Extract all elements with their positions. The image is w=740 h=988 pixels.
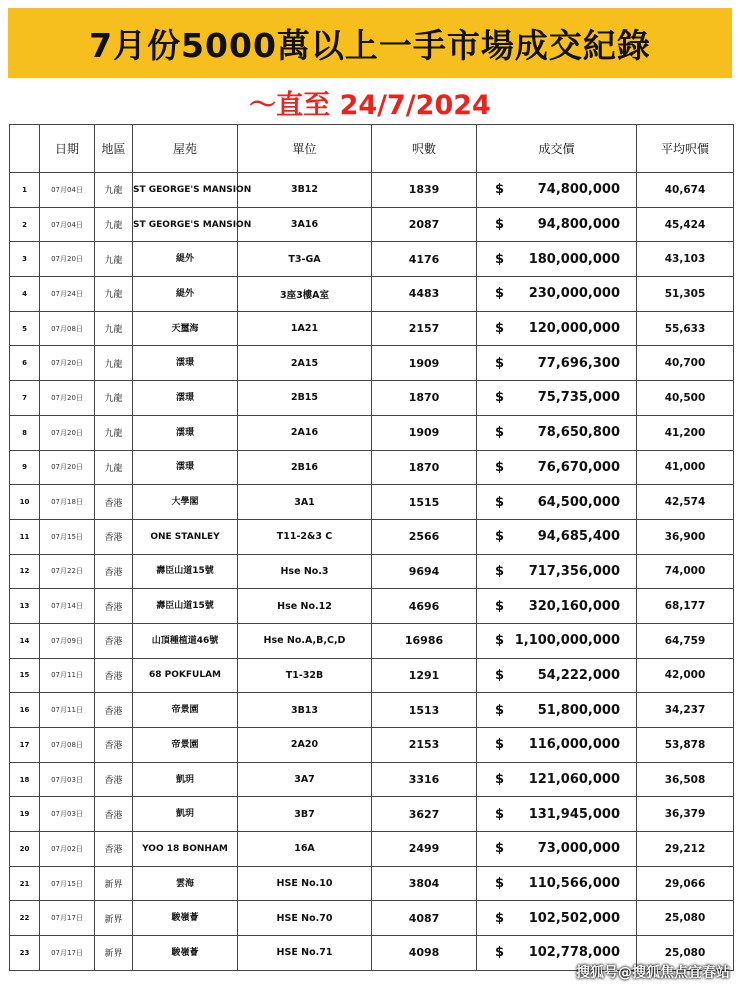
row-area: 1870 [372,381,477,416]
price-value: 110,566,000 [528,876,620,892]
row-date: 07月20日 [40,242,95,277]
row-price [477,485,637,520]
price-value: 102,778,000 [528,945,620,961]
row-number: 10 [10,485,40,520]
table-row [10,450,734,485]
row-unit: Hse No.3 [238,554,372,589]
table-row [10,693,734,728]
row-number: 1 [10,173,40,208]
row-avg-price: 42,000 [637,658,734,693]
watermark: 搜狐号@搜狐焦点宜春站 [576,965,730,981]
currency-symbol: $ [495,459,505,475]
currency-symbol: $ [495,286,505,302]
table-row [10,832,734,867]
row-price [477,242,637,277]
row-price [477,866,637,901]
row-date: 07月08日 [40,728,95,763]
row-estate: 駿嶺薈 [133,936,238,971]
row-avg-price: 41,200 [637,415,734,450]
price-value: 94,800,000 [537,217,620,233]
row-avg-price: 45,424 [637,207,734,242]
row-avg-price: 68,177 [637,589,734,624]
row-price [477,797,637,832]
row-district: 香港 [95,832,133,867]
row-district: 九龍 [95,242,133,277]
row-price [477,519,637,554]
row-estate: 68 POKFULAM [133,658,238,693]
row-estate: 天璽海 [133,311,238,346]
row-estate: 澐璟 [133,415,238,450]
currency-symbol: $ [495,390,505,406]
row-area: 16986 [372,623,477,658]
row-number: 6 [10,346,40,381]
row-estate: 凱玥 [133,762,238,797]
row-district: 九龍 [95,381,133,416]
price-value: 180,000,000 [528,251,620,267]
row-estate: 帝景園 [133,728,238,763]
row-area: 1870 [372,450,477,485]
row-estate: 帝景園 [133,693,238,728]
row-date: 07月04日 [40,207,95,242]
row-estate: 緹外 [133,242,238,277]
table-row [10,485,734,520]
row-area: 2157 [372,311,477,346]
row-estate: 澐璟 [133,346,238,381]
price-value: 131,945,000 [528,806,620,822]
row-price [477,207,637,242]
table-header-row [10,125,734,173]
row-unit: 3A16 [238,207,372,242]
row-estate: 山頂種植道46號 [133,623,238,658]
table-row [10,207,734,242]
header-estate: 屋苑 [133,125,238,173]
row-unit: Hse No.A,B,C,D [238,623,372,658]
row-estate: 凱玥 [133,797,238,832]
row-unit: 2A15 [238,346,372,381]
row-date: 07月20日 [40,381,95,416]
row-unit: 3B13 [238,693,372,728]
row-estate: 澐璟 [133,381,238,416]
row-date: 07月03日 [40,762,95,797]
currency-symbol: $ [495,702,505,718]
table-row [10,554,734,589]
row-area: 2499 [372,832,477,867]
header-area: 呎數 [372,125,477,173]
row-avg-price: 36,900 [637,519,734,554]
currency-symbol: $ [495,529,505,545]
row-area: 3627 [372,797,477,832]
row-date: 07月20日 [40,415,95,450]
row-number: 5 [10,311,40,346]
row-district: 香港 [95,693,133,728]
row-area: 1515 [372,485,477,520]
row-district: 九龍 [95,207,133,242]
row-estate: ST GEORGE'S MANSION [133,207,238,242]
row-avg-price: 29,066 [637,866,734,901]
row-area: 1513 [372,693,477,728]
price-value: 230,000,000 [528,286,620,302]
price-value: 76,670,000 [537,459,620,475]
table-row [10,242,734,277]
table-row [10,901,734,936]
row-estate: ONE STANLEY [133,519,238,554]
row-district: 九龍 [95,311,133,346]
table-row [10,173,734,208]
row-avg-price: 51,305 [637,277,734,312]
row-unit: 2A20 [238,728,372,763]
row-district: 香港 [95,485,133,520]
row-unit: 3B7 [238,797,372,832]
row-number: 17 [10,728,40,763]
row-estate: 澐璟 [133,450,238,485]
row-price [477,554,637,589]
currency-symbol: $ [495,182,505,198]
currency-symbol: $ [495,841,505,857]
table-row [10,866,734,901]
row-number: 20 [10,832,40,867]
row-number: 3 [10,242,40,277]
row-price [477,658,637,693]
row-number: 4 [10,277,40,312]
currency-symbol: $ [495,667,505,683]
row-avg-price: 40,500 [637,381,734,416]
row-price [477,381,637,416]
row-date: 07月18日 [40,485,95,520]
row-unit: T3-GA [238,242,372,277]
row-estate: YOO 18 BONHAM [133,832,238,867]
row-number: 18 [10,762,40,797]
currency-symbol: $ [495,806,505,822]
row-avg-price: 42,574 [637,485,734,520]
page-title: 7月份5000萬以上一手市場成交紀錄 [89,25,651,65]
row-district: 香港 [95,658,133,693]
row-area: 4098 [372,936,477,971]
row-number: 9 [10,450,40,485]
row-date: 07月03日 [40,797,95,832]
row-estate: 緹外 [133,277,238,312]
header-number [10,125,40,173]
row-price [477,693,637,728]
header-avg-price: 平均呎價 [637,125,734,173]
row-number: 22 [10,901,40,936]
row-number: 21 [10,866,40,901]
row-district: 九龍 [95,415,133,450]
row-number: 8 [10,415,40,450]
table-row [10,728,734,763]
price-value: 320,160,000 [528,598,620,614]
row-unit: 16A [238,832,372,867]
row-district: 新界 [95,936,133,971]
row-price [477,589,637,624]
row-estate: 壽臣山道15號 [133,589,238,624]
header-date: 日期 [40,125,95,173]
row-district: 九龍 [95,346,133,381]
row-district: 九龍 [95,173,133,208]
row-district: 香港 [95,797,133,832]
row-number: 19 [10,797,40,832]
row-district: 香港 [95,519,133,554]
row-price [477,623,637,658]
row-area: 1909 [372,346,477,381]
row-price [477,832,637,867]
row-avg-price: 40,700 [637,346,734,381]
row-avg-price: 25,080 [637,936,734,971]
row-district: 新界 [95,901,133,936]
row-number: 16 [10,693,40,728]
price-value: 102,502,000 [528,910,620,926]
row-price [477,901,637,936]
row-date: 07月04日 [40,173,95,208]
row-area: 9694 [372,554,477,589]
date-subtitle: ～直至 24/7/2024 [249,89,491,121]
row-area: 4087 [372,901,477,936]
row-number: 23 [10,936,40,971]
row-unit: HSE No.10 [238,866,372,901]
row-price [477,762,637,797]
row-price [477,728,637,763]
row-number: 2 [10,207,40,242]
row-date: 07月24日 [40,277,95,312]
row-price [477,415,637,450]
row-area: 3804 [372,866,477,901]
row-unit: 3A1 [238,485,372,520]
row-area: 2087 [372,207,477,242]
price-value: 78,650,800 [537,425,620,441]
currency-symbol: $ [495,217,505,233]
row-area: 1839 [372,173,477,208]
row-date: 07月17日 [40,901,95,936]
row-estate: ST GEORGE'S MANSION [133,173,238,208]
price-value: 54,222,000 [537,667,620,683]
row-unit: HSE No.71 [238,936,372,971]
table-row [10,589,734,624]
price-value: 121,060,000 [528,772,620,788]
row-unit: Hse No.12 [238,589,372,624]
row-unit: 3座3樓A室 [238,277,372,312]
row-date: 07月15日 [40,519,95,554]
currency-symbol: $ [495,772,505,788]
currency-symbol: $ [495,633,505,649]
row-area: 4483 [372,277,477,312]
table-row [10,658,734,693]
price-value: 51,800,000 [537,702,620,718]
currency-symbol: $ [495,598,505,614]
table-row [10,519,734,554]
row-price [477,173,637,208]
row-district: 香港 [95,589,133,624]
row-estate: 大學閣 [133,485,238,520]
price-value: 120,000,000 [528,321,620,337]
row-number: 7 [10,381,40,416]
currency-symbol: $ [495,563,505,579]
row-unit: 3B12 [238,173,372,208]
row-avg-price: 29,212 [637,832,734,867]
table-row [10,797,734,832]
header-price: 成交價 [477,125,637,173]
row-avg-price: 40,674 [637,173,734,208]
row-unit: HSE No.70 [238,901,372,936]
table-row [10,311,734,346]
currency-symbol: $ [495,251,505,267]
row-area: 3316 [372,762,477,797]
price-value: 1,100,000,000 [514,633,620,649]
row-area: 2153 [372,728,477,763]
title-banner [8,8,732,78]
currency-symbol: $ [495,494,505,510]
price-value: 73,000,000 [537,841,620,857]
row-number: 14 [10,623,40,658]
row-date: 07月08日 [40,311,95,346]
row-district: 香港 [95,554,133,589]
row-price [477,450,637,485]
currency-symbol: $ [495,910,505,926]
currency-symbol: $ [495,737,505,753]
row-unit: 2A16 [238,415,372,450]
row-district: 香港 [95,623,133,658]
row-district: 九龍 [95,450,133,485]
row-price [477,277,637,312]
header-district: 地區 [95,125,133,173]
row-area: 1291 [372,658,477,693]
row-area: 1909 [372,415,477,450]
row-district: 香港 [95,762,133,797]
price-value: 64,500,000 [537,494,620,510]
price-value: 74,800,000 [537,182,620,198]
row-date: 07月09日 [40,623,95,658]
table-row [10,381,734,416]
row-area: 4176 [372,242,477,277]
row-avg-price: 43,103 [637,242,734,277]
currency-symbol: $ [495,876,505,892]
row-avg-price: 36,379 [637,797,734,832]
row-district: 新界 [95,866,133,901]
row-date: 07月02日 [40,832,95,867]
row-number: 12 [10,554,40,589]
row-date: 07月14日 [40,589,95,624]
row-unit: T11-2&3 C [238,519,372,554]
row-date: 07月15日 [40,866,95,901]
header-unit: 單位 [238,125,372,173]
table-row [10,277,734,312]
transaction-table [9,124,734,971]
row-unit: 1A21 [238,311,372,346]
row-area: 4696 [372,589,477,624]
row-avg-price: 53,878 [637,728,734,763]
row-estate: 壽臣山道15號 [133,554,238,589]
row-number: 15 [10,658,40,693]
row-estate: 雲海 [133,866,238,901]
row-unit: 2B15 [238,381,372,416]
row-number: 11 [10,519,40,554]
row-avg-price: 36,508 [637,762,734,797]
currency-symbol: $ [495,425,505,441]
currency-symbol: $ [495,355,505,371]
row-date: 07月20日 [40,346,95,381]
price-value: 94,685,400 [537,529,620,545]
row-date: 07月11日 [40,658,95,693]
table-row [10,415,734,450]
price-value: 116,000,000 [528,737,620,753]
row-avg-price: 34,237 [637,693,734,728]
row-number: 13 [10,589,40,624]
row-district: 九龍 [95,277,133,312]
row-unit: 3A7 [238,762,372,797]
row-price [477,311,637,346]
table-body [10,173,734,971]
table-row [10,346,734,381]
row-unit: 2B16 [238,450,372,485]
currency-symbol: $ [495,321,505,337]
row-area: 2566 [372,519,477,554]
row-avg-price: 55,633 [637,311,734,346]
row-avg-price: 64,759 [637,623,734,658]
row-date: 07月11日 [40,693,95,728]
price-value: 75,735,000 [537,390,620,406]
row-district: 香港 [95,728,133,763]
price-value: 77,696,300 [537,355,620,371]
row-avg-price: 25,080 [637,901,734,936]
currency-symbol: $ [495,945,505,961]
row-date: 07月17日 [40,936,95,971]
row-avg-price: 41,000 [637,450,734,485]
table-row [10,762,734,797]
price-value: 717,356,000 [528,563,620,579]
row-unit: T1-32B [238,658,372,693]
row-estate: 駿嶺薈 [133,901,238,936]
table-row [10,623,734,658]
row-date: 07月22日 [40,554,95,589]
row-avg-price: 74,000 [637,554,734,589]
row-price [477,346,637,381]
row-date: 07月20日 [40,450,95,485]
